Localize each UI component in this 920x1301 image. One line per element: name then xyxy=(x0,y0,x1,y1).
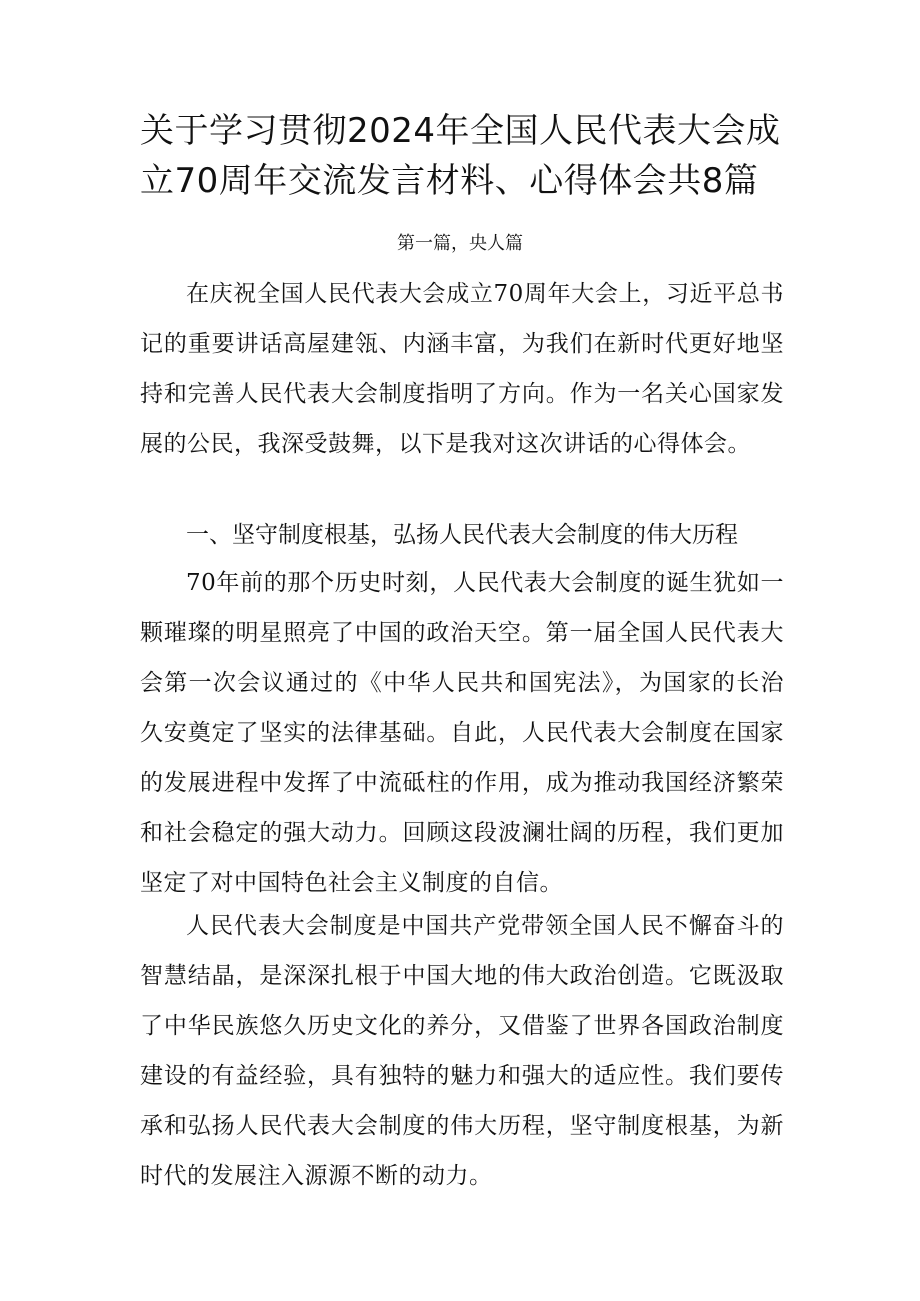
paragraph-intro: 在庆祝全国人民代表大会成立70周年大会上，习近平总书记的重要讲话高屋建瓴、内涵丰富，为我们在新时代更好地坚持和完善人民代表大会制度指明了方向。作为一名关心国家发展的公民，我深受鼓舞，以下是我对这次讲话的心得体会。 xyxy=(140,281,784,457)
paragraph-history: 70年前的那个历史时刻，人民代表大会制度的诞生犹如一颗璀璨的明星照亮了中国的政治天空。第一届全国人民代表大会第一次会议通过的《中华人民共和国宪法》，为国家的长治久安奠定了坚实的法律基础。自此，人民代表大会制度在国家的发展进程中发挥了中流砥柱的作用，成为推动我国经济繁荣和社会稳定的强大动力。回顾这段波澜壮阔的历程，我们更加坚定了对中国特色社会主义制度的自信。 xyxy=(140,570,784,896)
paragraph-significance: 人民代表大会制度是中国共产党带领全国人民不懈奋斗的智慧结晶，是深深扎根于中国大地的伟大政治创造。它既汲取了中华民族悠久历史文化的养分，又借鉴了世界各国政治制度建设的有益经验，具有独特的魅力和强大的适应性。我们要传承和弘扬人民代表大会制度的伟大历程，坚守制度根基，为新时代的发展注入源源不断的动力。 xyxy=(140,913,784,1189)
document-subtitle: 第一篇，央人篇 xyxy=(397,233,523,254)
document-title: 关于学习贯彻2024年全国人民代表大会成立70周年交流发言材料、心得体会共8篇 xyxy=(140,111,781,201)
section-heading: 一、坚守制度根基，弘扬人民代表大会制度的伟大历程 xyxy=(186,522,738,548)
